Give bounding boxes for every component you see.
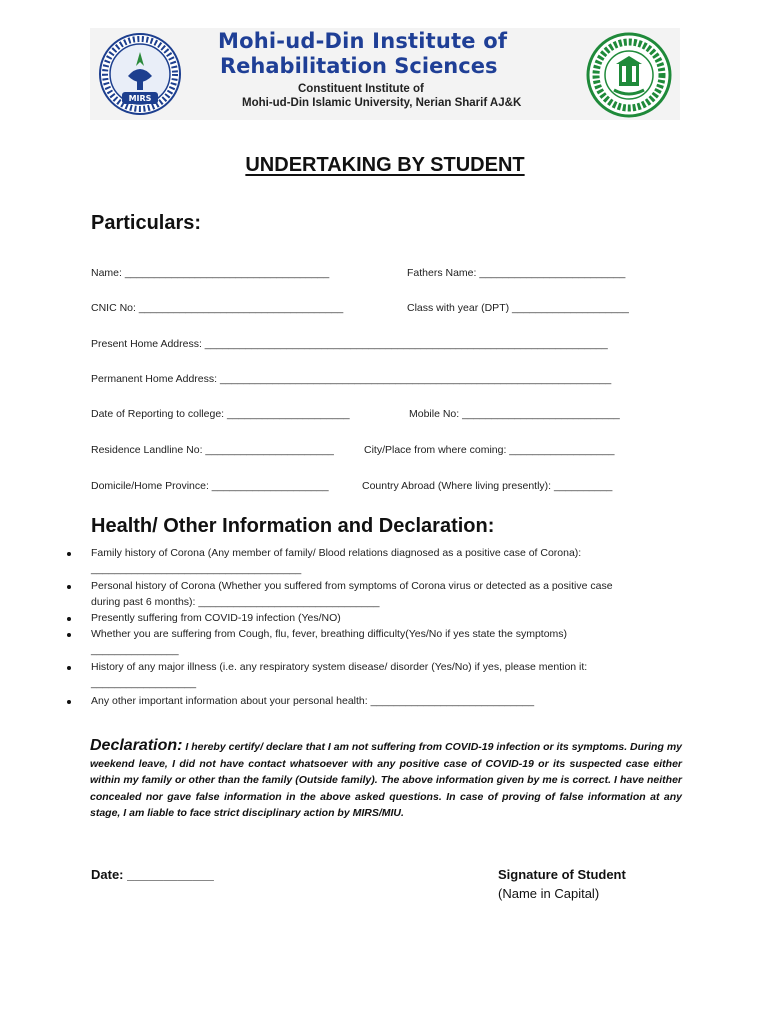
particulars-heading: Particulars: [91,212,202,234]
name-caption: (Name in Capital) [498,886,600,901]
cnic-field[interactable]: CNIC No: ___________________________________ [91,302,344,314]
bullet-icon [67,666,71,670]
major-illness-item: History of any major illness (i.e. any respiratory system disease/ disorder (Yes/No) if yes, please mention it: [91,661,588,673]
name-field[interactable]: Name: ___________________________________ [91,267,330,279]
bullet-icon [67,633,71,637]
present-address-field[interactable]: Present Home Address: _____________________________________________________________________ [91,338,608,350]
personal-history-answer[interactable]: during past 6 months): _______________________________ [91,596,380,608]
constituent-text: Constituent Institute of [298,83,424,95]
reporting-date-field[interactable]: Date of Reporting to college: _____________________ [91,408,350,420]
institute-seal-logo [98,32,182,116]
major-illness-answer[interactable]: __________________ [91,677,197,689]
signature-label: Signature of Student [498,867,626,882]
symptoms-item: Whether you are suffering from Cough, flu, fever, breathing difficulty(Yes/No if yes state the symptoms) [91,628,568,640]
bullet-icon [67,617,71,621]
health-heading: Health/ Other Information and Declaration: [91,515,495,537]
institute-name-line2: Rehabilitation Sciences [220,54,498,78]
bullet-icon [67,700,71,704]
country-abroad-field[interactable]: Country Abroad (Where living presently): __________ [362,480,613,492]
declaration-paragraph [90,738,682,822]
landline-field[interactable]: Residence Landline No: ______________________ [91,444,334,456]
institute-name-line1: Mohi-ud-Din Institute of [218,29,508,53]
mobile-field[interactable]: Mobile No: ___________________________ [409,408,620,420]
permanent-address-field[interactable]: Permanent Home Address: ___________________________________________________________________ [91,373,612,385]
date-field[interactable]: Date: ____________ [91,867,214,882]
family-history-item: Family history of Corona (Any member of family/ Blood relations diagnosed as a positive case of Corona): [91,547,582,559]
declaration-text: I hereby certify/ declare that I am not suffering from COVID-19 infection or its symptoms. During my weekend leave, I did not have contact whatsoever with any positive case of COVID-19 or its suspected case either within my family or other than the family (Outside family). The above information given by me is correct. I have neither concealed nor gave false information in the above asked questions. In case of proving of false information at any stage, I am liable to face strict disciplinary action by MIRS/MIU. [90,741,682,819]
other-health-info-item[interactable]: Any other important information about your personal health: ____________________________ [91,695,535,707]
header-banner [90,28,680,120]
presently-suffering-item: Presently suffering from COVID-19 infection (Yes/NO) [91,612,341,624]
university-seal-logo [586,32,672,118]
fathers-name-field[interactable]: Fathers Name: _________________________ [407,267,626,279]
bullet-icon [67,552,71,556]
family-history-answer[interactable]: ____________________________________ [91,563,302,575]
declaration-label: Declaration: [90,737,183,754]
svg-text:MIRS: MIRS [128,94,152,103]
class-year-field[interactable]: Class with year (DPT) ____________________ [407,302,629,314]
bullet-icon [67,585,71,589]
domicile-field[interactable]: Domicile/Home Province: ____________________ [91,480,329,492]
symptoms-answer[interactable]: _______________ [91,644,179,656]
university-name: Mohi-ud-Din Islamic University, Nerian Sharif AJ&K [242,97,522,109]
personal-history-item: Personal history of Corona (Whether you suffered from symptoms of Corona virus or detected as a positive case [91,580,613,592]
page-title: UNDERTAKING BY STUDENT [245,154,525,176]
city-field[interactable]: City/Place from where coming: __________________ [364,444,615,456]
